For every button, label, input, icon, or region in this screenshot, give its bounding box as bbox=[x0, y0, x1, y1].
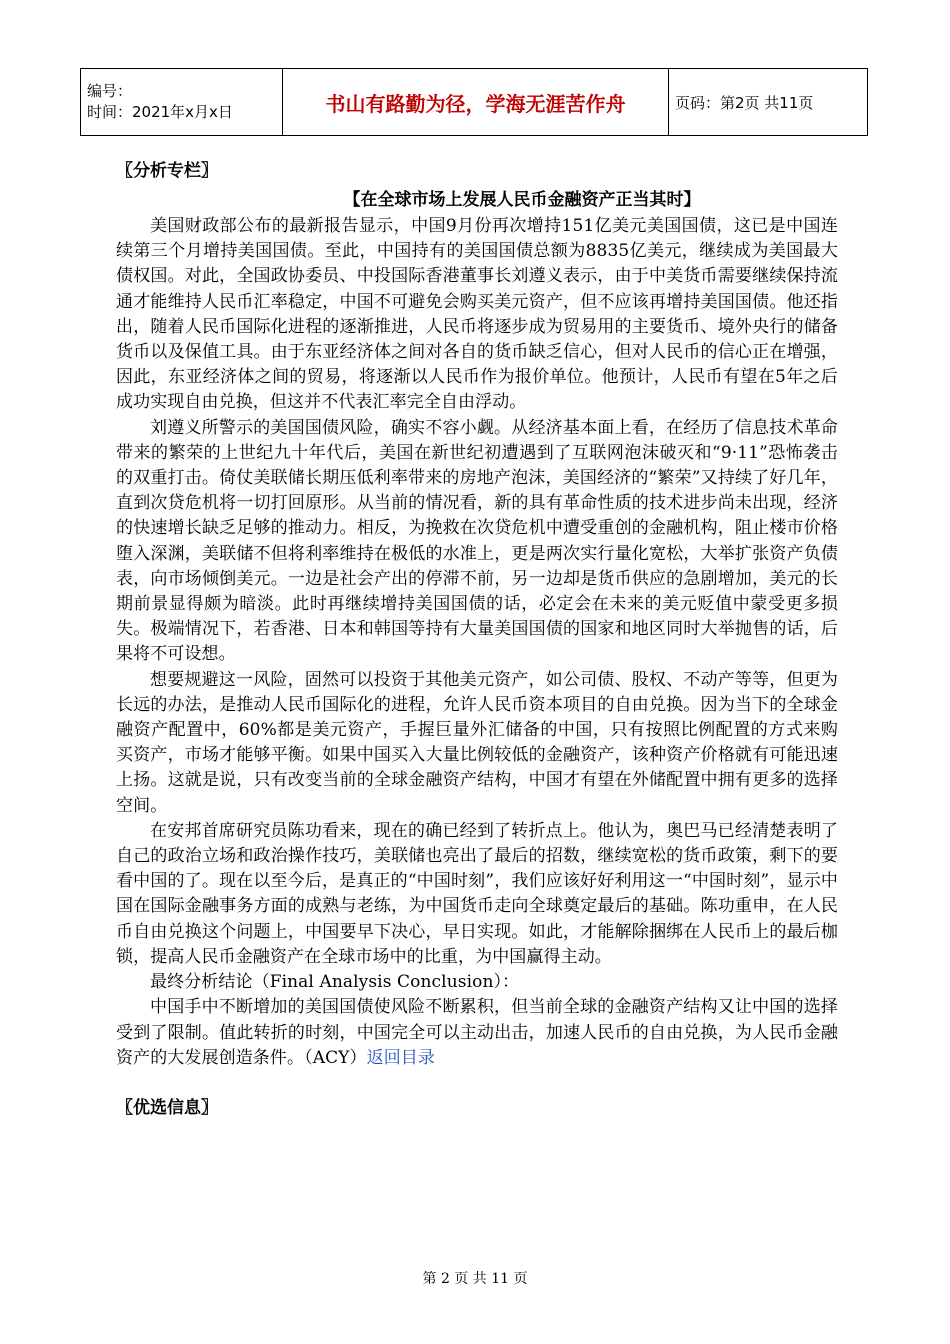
time-label: 时间：2021年x月x日 bbox=[87, 103, 233, 121]
header-meta-cell bbox=[81, 69, 283, 136]
section-title-selected-info: 〖优选信息〗 bbox=[116, 1097, 218, 1118]
paragraph-2: 刘遵义所警示的美国国债风险，确实不容小觑。从经济基本面上看，在经历了信息技术革命带来的繁荣的上世纪九十年代后，美国在新世纪初遭遇到了互联网泡沫破灭和“9·11”恐怖袭击的双重打击。倚仗美联储长期压低利率带来的房地产泡沫，美国经济的“繁荣”又持续了好几年，直到次贷危机将一切打回原形。从当前的情况看，新的具有革命性质的技术进步尚未出现，经济的快速增长缺乏足够的推动力。相反，为挽救在次贷危机中遭受重创的金融机构，阻止楼市价格堕入深渊，美联储不但将利率维持在极低的水准上，更是两次实行量化宽松，大举扩张资产负债表，向市场倾倒美元。一边是社会产出的停滞不前，另一边却是货币供应的急剧增加，美元的长期前景显得颇为暗淡。此时再继续增持美国国债的话，必定会在未来的美元贬值中蒙受更多损失。极端情况下，若香港、日本和韩国等持有大量美国国债的国家和地区同时大举抛售的话，后果将不可设想。 bbox=[116, 417, 838, 665]
article-title: 【在全球市场上发展人民币金融资产正当其时】 bbox=[343, 190, 701, 210]
paragraph-1: 美国财政部公布的最新报告显示，中国9月份再次增持151亿美元美国国债，这已是中国连续第三个月增持美国国债。至此，中国持有的美国国债总额为8835亿美元，继续成为美国最大债权国。对此，全国政协委员、中投国际香港董事长刘遵义表示，由于中美货币需要继续保持流通才能维持人民币汇率稳定，中国不可避免会购买美元资产，但不应该再增持美国国债。他还指出，随着人民币国际化进程的逐渐推进，人民币将逐步成为贸易用的主要货币、境外央行的储备货币以及保值工具。由于东亚经济体之间对各自的货币缺乏信心，但对人民币的信心正在增强，因此，东亚经济体之间的贸易，将逐渐以人民币作为报价单位。他预计，人民币有望在5年之后成功实现自由兑换，但这并不代表汇率完全自由浮动。 bbox=[116, 216, 838, 413]
main-content bbox=[116, 156, 838, 1123]
number-label: 编号： bbox=[87, 82, 133, 100]
paragraph-3: 想要规避这一风险，固然可以投资于其他美元资产，如公司债、股权、不动产等等，但更为长远的办法，是推动人民币国际化的进程，允许人民币资本项目的自由兑换。因为当下的全球金融资产配置中，60%都是美元资产，手握巨量外汇储备的中国，只有按照比例配置的方式来购买资产，市场才能够平衡。如果中国买入大量比例较低的金融资产，该种资产价格就有可能迅速上扬。这就是说，只有改变当前的全球金融资产结构，中国才有望在外储配置中拥有更多的选择空间。 bbox=[116, 669, 838, 816]
conclusion-heading: 最终分析结论（Final Analysis Conclusion）： bbox=[150, 972, 520, 993]
section-title-analysis: 〖分析专栏〗 bbox=[116, 161, 218, 181]
return-to-toc-link[interactable]: 返回目录 bbox=[366, 1047, 436, 1068]
header-page-info: 页码：第2页 共11页 bbox=[669, 69, 868, 136]
paragraph-4: 在安邦首席研究员陈功看来，现在的确已经到了转折点上。他认为，奥巴马已经清楚表明了自己的政治立场和政治操作技巧，美联储也亮出了最后的招数，继续宽松的货币政策，剩下的要看中国的了。现在以至今后，是真正的“中国时刻”，我们应该好好利用这一“中国时刻”，显示中国在国际金融事务方面的成熟与老练，为中国货币走向全球奠定最后的基础。陈功重申，在人民币自由兑换这个问题上，中国要早下决心，早日实现。如此，才能解除捆绑在人民币上的最后枷锁，提高人民币金融资产在全球市场中的比重，为中国赢得主动。 bbox=[116, 820, 838, 967]
header-table bbox=[80, 68, 868, 136]
conclusion-text: 中国手中不断增加的美国国债使风险不断累积，但当前全球的金融资产结构又让中国的选择受到了限制。值此转折的时刻，中国完全可以主动出击，加速人民币的自由兑换，为人民币金融资产的大发展创造条件。（ACY） bbox=[116, 997, 838, 1068]
page-footer: 第 2 页 共 11 页 bbox=[422, 1271, 528, 1287]
header-motto: 书山有路勤为径，学海无涯苦作舟 bbox=[283, 69, 669, 136]
conclusion-paragraph bbox=[116, 995, 838, 1071]
